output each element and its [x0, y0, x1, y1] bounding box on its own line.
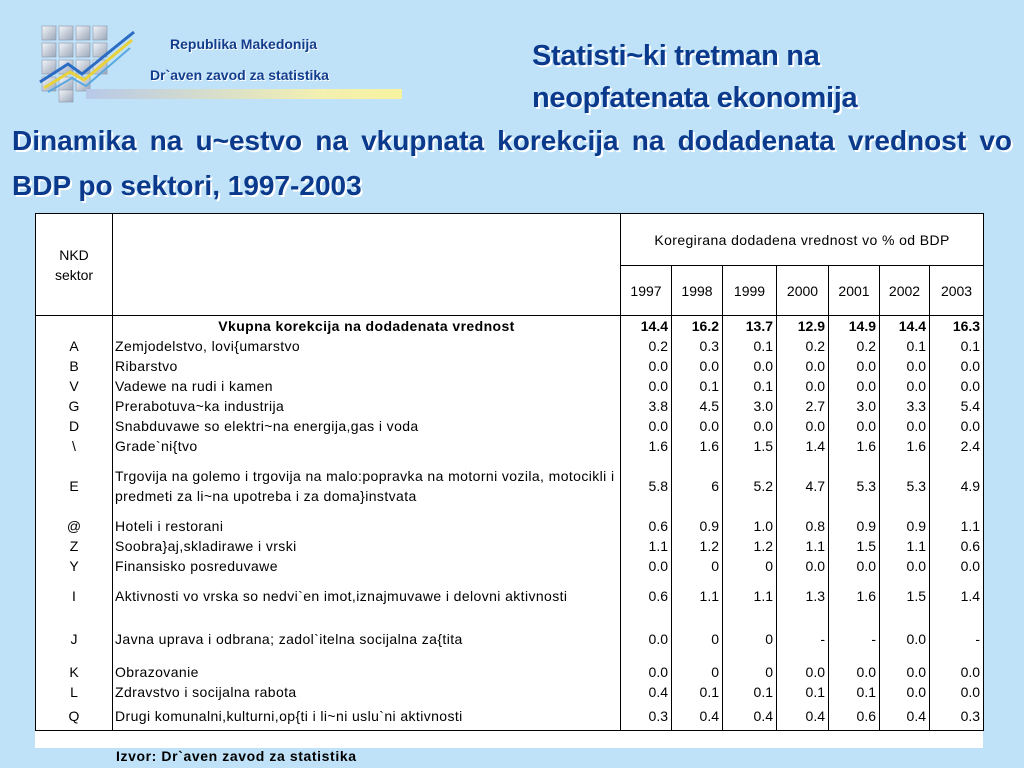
sector-code: G: [36, 396, 113, 416]
value-cell: 0.1: [723, 336, 777, 356]
table-row: [36, 356, 984, 376]
year-header: 1999: [723, 266, 777, 316]
value-cell: 0.4: [880, 702, 930, 730]
value-cell: 1.4: [930, 576, 984, 616]
sector-code: I: [36, 576, 113, 616]
table-row: [36, 702, 984, 730]
value-cell: 0.1: [723, 376, 777, 396]
value-cell: 0.0: [723, 416, 777, 436]
value-cell: 3.8: [621, 396, 672, 416]
value-cell: 1.1: [930, 516, 984, 536]
table-subtitle: Dinamika na u~estvo na vkupnata korekcija na dodadenata vrednost vo BDP po sektori, 1997-2003: [12, 125, 1012, 201]
value-cell: 0.6: [621, 516, 672, 536]
sector-description: Soobra}aj,skladirawe i vrski: [113, 536, 621, 556]
sector-description: Finansisko posreduvawe: [113, 556, 621, 576]
value-cell: 0.0: [777, 556, 829, 576]
sector-code: Y: [36, 556, 113, 576]
value-cell: 0.0: [930, 662, 984, 682]
value-cell: 5.3: [880, 456, 930, 516]
value-cell: 0.0: [672, 416, 723, 436]
sector-code: \: [36, 436, 113, 456]
sector-code: V: [36, 376, 113, 396]
sector-description: Obrazovanie: [113, 662, 621, 682]
total-value: 13.7: [723, 316, 777, 337]
value-cell: 5.8: [621, 456, 672, 516]
total-value: 14.4: [880, 316, 930, 337]
value-cell: 5.3: [829, 456, 880, 516]
value-cell: 0: [723, 662, 777, 682]
value-cell: 0.0: [829, 662, 880, 682]
value-cell: 0.3: [621, 702, 672, 730]
value-cell: 0: [672, 662, 723, 682]
value-header: Koregirana dodadena vrednost vo % od BDP: [621, 214, 984, 266]
sector-description: Javna uprava i odbrana; zadol`itelna socijalna za{tita: [113, 616, 621, 662]
value-cell: 0: [723, 616, 777, 662]
value-cell: 0.9: [880, 516, 930, 536]
sector-code: K: [36, 662, 113, 682]
value-cell: 0.1: [672, 682, 723, 702]
value-cell: 5.2: [723, 456, 777, 516]
value-cell: 0.6: [621, 576, 672, 616]
year-header: 2001: [829, 266, 880, 316]
value-cell: 1.6: [621, 436, 672, 456]
total-value: 14.4: [621, 316, 672, 337]
total-value: 14.9: [829, 316, 880, 337]
value-cell: 0: [672, 556, 723, 576]
total-row: [36, 316, 984, 337]
value-cell: 3.3: [880, 396, 930, 416]
sector-description: Zdravstvo i socijalna rabota: [113, 682, 621, 702]
value-cell: 3.0: [723, 396, 777, 416]
value-cell: 0.0: [723, 356, 777, 376]
table-row: [36, 416, 984, 436]
value-cell: 0.2: [621, 336, 672, 356]
value-cell: 1.2: [723, 536, 777, 556]
table-row: [36, 536, 984, 556]
value-cell: 0.4: [621, 682, 672, 702]
value-cell: 0.1: [672, 376, 723, 396]
value-cell: 0.0: [777, 376, 829, 396]
value-cell: 1.6: [829, 576, 880, 616]
year-header: 1998: [672, 266, 723, 316]
table-row: [36, 516, 984, 536]
value-cell: 0.9: [672, 516, 723, 536]
total-label: Vkupna korekcija na dodadenata vrednost: [113, 316, 621, 337]
sector-code: Z: [36, 536, 113, 556]
sector-code: B: [36, 356, 113, 376]
data-table-container: [35, 213, 983, 748]
table-body: [36, 316, 984, 731]
org-name: Republika Makedonija: [170, 36, 318, 52]
data-table: [35, 213, 984, 731]
value-cell: 1.5: [723, 436, 777, 456]
value-cell: 1.3: [777, 576, 829, 616]
value-cell: 0.3: [672, 336, 723, 356]
value-cell: 2.4: [930, 436, 984, 456]
value-cell: 0.0: [777, 356, 829, 376]
value-cell: 6: [672, 456, 723, 516]
total-value: 16.3: [930, 316, 984, 337]
value-cell: 0: [672, 616, 723, 662]
value-cell: 0.4: [723, 702, 777, 730]
value-cell: 0.0: [621, 376, 672, 396]
value-cell: 0.0: [621, 416, 672, 436]
slide-title: Statisti~ki tretman na neopfatenata ekonomija: [532, 40, 858, 114]
org-subtitle: Dr`aven zavod za statistika: [150, 67, 329, 83]
table-row: [36, 396, 984, 416]
table-row: [36, 376, 984, 396]
table-row: [36, 616, 984, 662]
sector-description: Aktivnosti vo vrska so nedvi`en imot,iznajmuvawe i delovni aktivnosti: [113, 576, 621, 616]
table-row: [36, 682, 984, 702]
total-value: 12.9: [777, 316, 829, 337]
value-cell: 1.1: [621, 536, 672, 556]
sector-code: J: [36, 616, 113, 662]
value-cell: 0.0: [930, 682, 984, 702]
value-cell: 0.0: [621, 662, 672, 682]
value-cell: -: [829, 616, 880, 662]
value-cell: 0.0: [829, 416, 880, 436]
value-cell: 0.0: [829, 356, 880, 376]
sector-code: Q: [36, 702, 113, 730]
table-row: [36, 436, 984, 456]
value-cell: 0.3: [930, 702, 984, 730]
sector-description: Zemjodelstvo, lovi{umarstvo: [113, 336, 621, 356]
value-cell: 5.4: [930, 396, 984, 416]
table-row: [36, 576, 984, 616]
sector-description: Grade`ni{tvo: [113, 436, 621, 456]
value-cell: 0.0: [621, 556, 672, 576]
value-cell: 0.0: [880, 556, 930, 576]
value-cell: 0.0: [880, 416, 930, 436]
value-cell: 0: [723, 556, 777, 576]
year-header: 2003: [930, 266, 984, 316]
value-cell: 0.0: [880, 616, 930, 662]
source-note: Izvor: Dr`aven zavod za statistika: [116, 748, 357, 764]
table-row: [36, 336, 984, 356]
value-cell: 2.7: [777, 396, 829, 416]
decorative-bar: [86, 89, 402, 99]
value-cell: 1.4: [777, 436, 829, 456]
value-cell: 0.0: [621, 356, 672, 376]
value-cell: 0.4: [777, 702, 829, 730]
year-header: 1997: [621, 266, 672, 316]
table-row: [36, 456, 984, 516]
value-cell: 0.0: [880, 662, 930, 682]
value-cell: 1.6: [880, 436, 930, 456]
value-cell: 0.0: [930, 356, 984, 376]
value-cell: 0.9: [829, 516, 880, 536]
value-cell: 1.6: [829, 436, 880, 456]
value-cell: 0.0: [777, 662, 829, 682]
table-row: [36, 556, 984, 576]
value-cell: 0.1: [723, 682, 777, 702]
value-cell: 4.7: [777, 456, 829, 516]
sector-description: Ribarstvo: [113, 356, 621, 376]
value-cell: 1.0: [723, 516, 777, 536]
value-cell: 4.9: [930, 456, 984, 516]
value-cell: 0.2: [829, 336, 880, 356]
table-row: [36, 662, 984, 682]
sector-code: @: [36, 516, 113, 536]
value-cell: -: [930, 616, 984, 662]
value-cell: 0.0: [672, 356, 723, 376]
nkd-header: NKD sektor: [36, 214, 113, 316]
sector-description: Vadewe na rudi i kamen: [113, 376, 621, 396]
value-cell: 0.0: [829, 376, 880, 396]
year-header: 2002: [880, 266, 930, 316]
sector-description: Trgovija na golemo i trgovija na malo:popravka na motorni vozila, motocikli i predmeti za li~na upotreba i za doma}instvata: [113, 456, 621, 516]
sector-code: D: [36, 416, 113, 436]
value-cell: 0.0: [621, 616, 672, 662]
value-cell: 0.0: [880, 356, 930, 376]
sector-description: Drugi komunalni,kulturni,op{ti i li~ni uslu`ni aktivnosti: [113, 702, 621, 730]
value-cell: 4.5: [672, 396, 723, 416]
value-cell: -: [777, 616, 829, 662]
year-header: 2000: [777, 266, 829, 316]
sector-description: Hoteli i restorani: [113, 516, 621, 536]
value-cell: 0.0: [880, 376, 930, 396]
value-cell: 1.1: [672, 576, 723, 616]
value-cell: 3.0: [829, 396, 880, 416]
value-cell: 0.6: [829, 702, 880, 730]
value-cell: 0.0: [930, 556, 984, 576]
value-cell: 0.0: [880, 682, 930, 702]
description-header: [113, 214, 621, 316]
value-cell: 1.5: [880, 576, 930, 616]
value-cell: 0.2: [777, 336, 829, 356]
value-cell: 0.1: [829, 682, 880, 702]
value-cell: 0.0: [930, 416, 984, 436]
sector-code: L: [36, 682, 113, 702]
sector-code: E: [36, 456, 113, 516]
sector-description: Prerabotuva~ka industrija: [113, 396, 621, 416]
value-cell: 1.6: [672, 436, 723, 456]
value-cell: 0.0: [829, 556, 880, 576]
value-cell: 0.4: [672, 702, 723, 730]
sector-code: [36, 316, 113, 337]
total-value: 16.2: [672, 316, 723, 337]
value-cell: 0.1: [930, 336, 984, 356]
sector-description: Snabduvawe so elektri~na energija,gas i voda: [113, 416, 621, 436]
value-cell: 0.8: [777, 516, 829, 536]
value-cell: 0.1: [777, 682, 829, 702]
value-cell: 1.1: [723, 576, 777, 616]
value-cell: 1.1: [777, 536, 829, 556]
value-cell: 0.6: [930, 536, 984, 556]
value-cell: 0.1: [880, 336, 930, 356]
value-cell: 1.2: [672, 536, 723, 556]
sector-code: A: [36, 336, 113, 356]
value-cell: 1.1: [880, 536, 930, 556]
value-cell: 0.0: [930, 376, 984, 396]
value-cell: 1.5: [829, 536, 880, 556]
value-cell: 0.0: [777, 416, 829, 436]
